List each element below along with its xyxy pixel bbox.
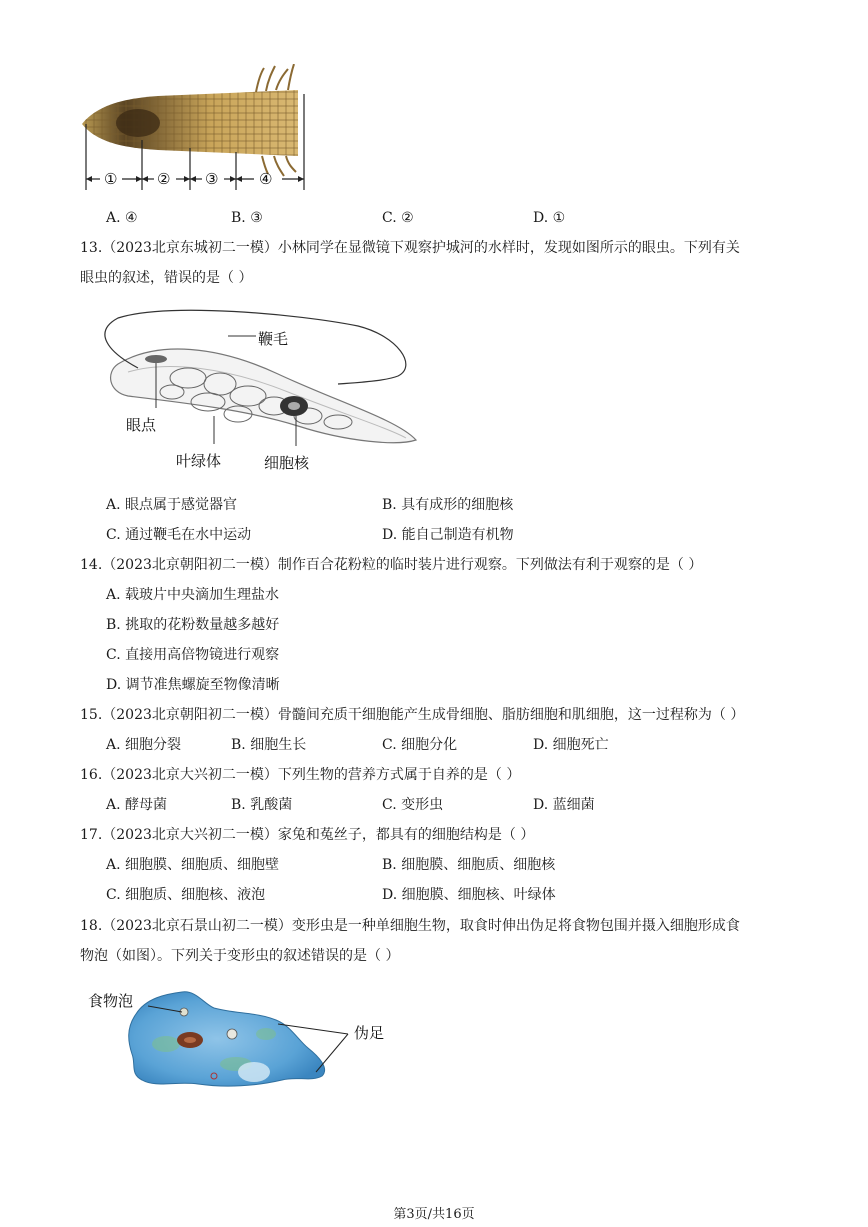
q15-option-b: B. 细胞生长	[231, 737, 307, 753]
label-chloroplast: 叶绿体	[176, 452, 222, 470]
q15-option-a: A. 细胞分裂	[106, 737, 182, 753]
label-pseudopod: 伪足	[354, 1024, 385, 1042]
label-food-vacuole: 食物泡	[88, 992, 134, 1010]
amoeba-figure	[86, 984, 416, 1094]
zone-label-4: ④	[259, 170, 273, 188]
q14-option-b: B. 挑取的花粉数量越多越好	[106, 617, 280, 633]
q17-option-d: D. 细胞膜、细胞核、叶绿体	[382, 887, 556, 903]
q16-option-b: B. 乳酸菌	[231, 797, 293, 813]
q16-option-c: C. 变形虫	[382, 797, 444, 813]
q13-option-a: A. 眼点属于感觉器官	[106, 497, 238, 513]
q13-option-b: B. 具有成形的细胞核	[382, 497, 514, 513]
q13-stem-line1: 13.（2023北京东城初二一模）小林同学在显微镜下观察护城河的水样时，发现如图所示的眼虫。下列有关	[80, 240, 740, 256]
q16-option-d: D. 蓝细菌	[533, 797, 595, 813]
q14-option-c: C. 直接用高倍物镜进行观察	[106, 647, 280, 663]
page-number-footer: 第3页/共16页	[393, 1207, 475, 1222]
q14-option-d: D. 调节准焦螺旋至物像清晰	[106, 677, 280, 693]
q12-option-d: D. ①	[533, 210, 566, 226]
q17-option-b: B. 细胞膜、细胞质、细胞核	[382, 857, 556, 873]
q15-stem: 15.（2023北京朝阳初二一模）骨髓间充质干细胞能产生成骨细胞、脂肪细胞和肌细胞，这一过程称为（ ）	[80, 707, 745, 723]
euglena-figure	[98, 306, 428, 476]
label-flagellum: 鞭毛	[258, 330, 289, 348]
q16-stem: 16.（2023北京大兴初二一模）下列生物的营养方式属于自养的是（ ）	[80, 767, 521, 783]
q15-option-d: D. 细胞死亡	[533, 737, 609, 753]
q18-stem-line1: 18.（2023北京石景山初二一模）变形虫是一种单细胞生物，取食时伸出伪足将食物包围并摄入细胞形成食	[80, 918, 740, 934]
q17-stem: 17.（2023北京大兴初二一模）家兔和菟丝子，都具有的细胞结构是（ ）	[80, 827, 535, 843]
q13-option-d: D. 能自己制造有机物	[382, 527, 514, 543]
q14-option-a: A. 载玻片中央滴加生理盐水	[106, 587, 280, 603]
q16-option-a: A. 酵母菌	[106, 797, 168, 813]
root-tip-figure	[78, 64, 318, 194]
q14-stem: 14.（2023北京朝阳初二一模）制作百合花粉粒的临时装片进行观察。下列做法有利于观察的是（ ）	[80, 557, 703, 573]
q13-option-c: C. 通过鞭毛在水中运动	[106, 527, 252, 543]
zone-label-2: ②	[157, 170, 171, 188]
q17-option-c: C. 细胞质、细胞核、液泡	[106, 887, 266, 903]
q12-option-a: A. ④	[106, 210, 138, 226]
q18-stem-line2: 物泡（如图）。下列关于变形虫的叙述错误的是（ ）	[80, 948, 400, 964]
zone-label-3: ③	[205, 170, 219, 188]
label-nucleus: 细胞核	[264, 454, 310, 472]
q12-option-c: C. ②	[382, 210, 414, 226]
q12-option-b: B. ③	[231, 210, 263, 226]
zone-label-1: ①	[104, 170, 118, 188]
q15-option-c: C. 细胞分化	[382, 737, 458, 753]
q13-stem-line2: 眼虫的叙述，错误的是（ ）	[80, 270, 253, 286]
q17-option-a: A. 细胞膜、细胞质、细胞壁	[106, 857, 280, 873]
label-eyespot: 眼点	[126, 416, 157, 434]
